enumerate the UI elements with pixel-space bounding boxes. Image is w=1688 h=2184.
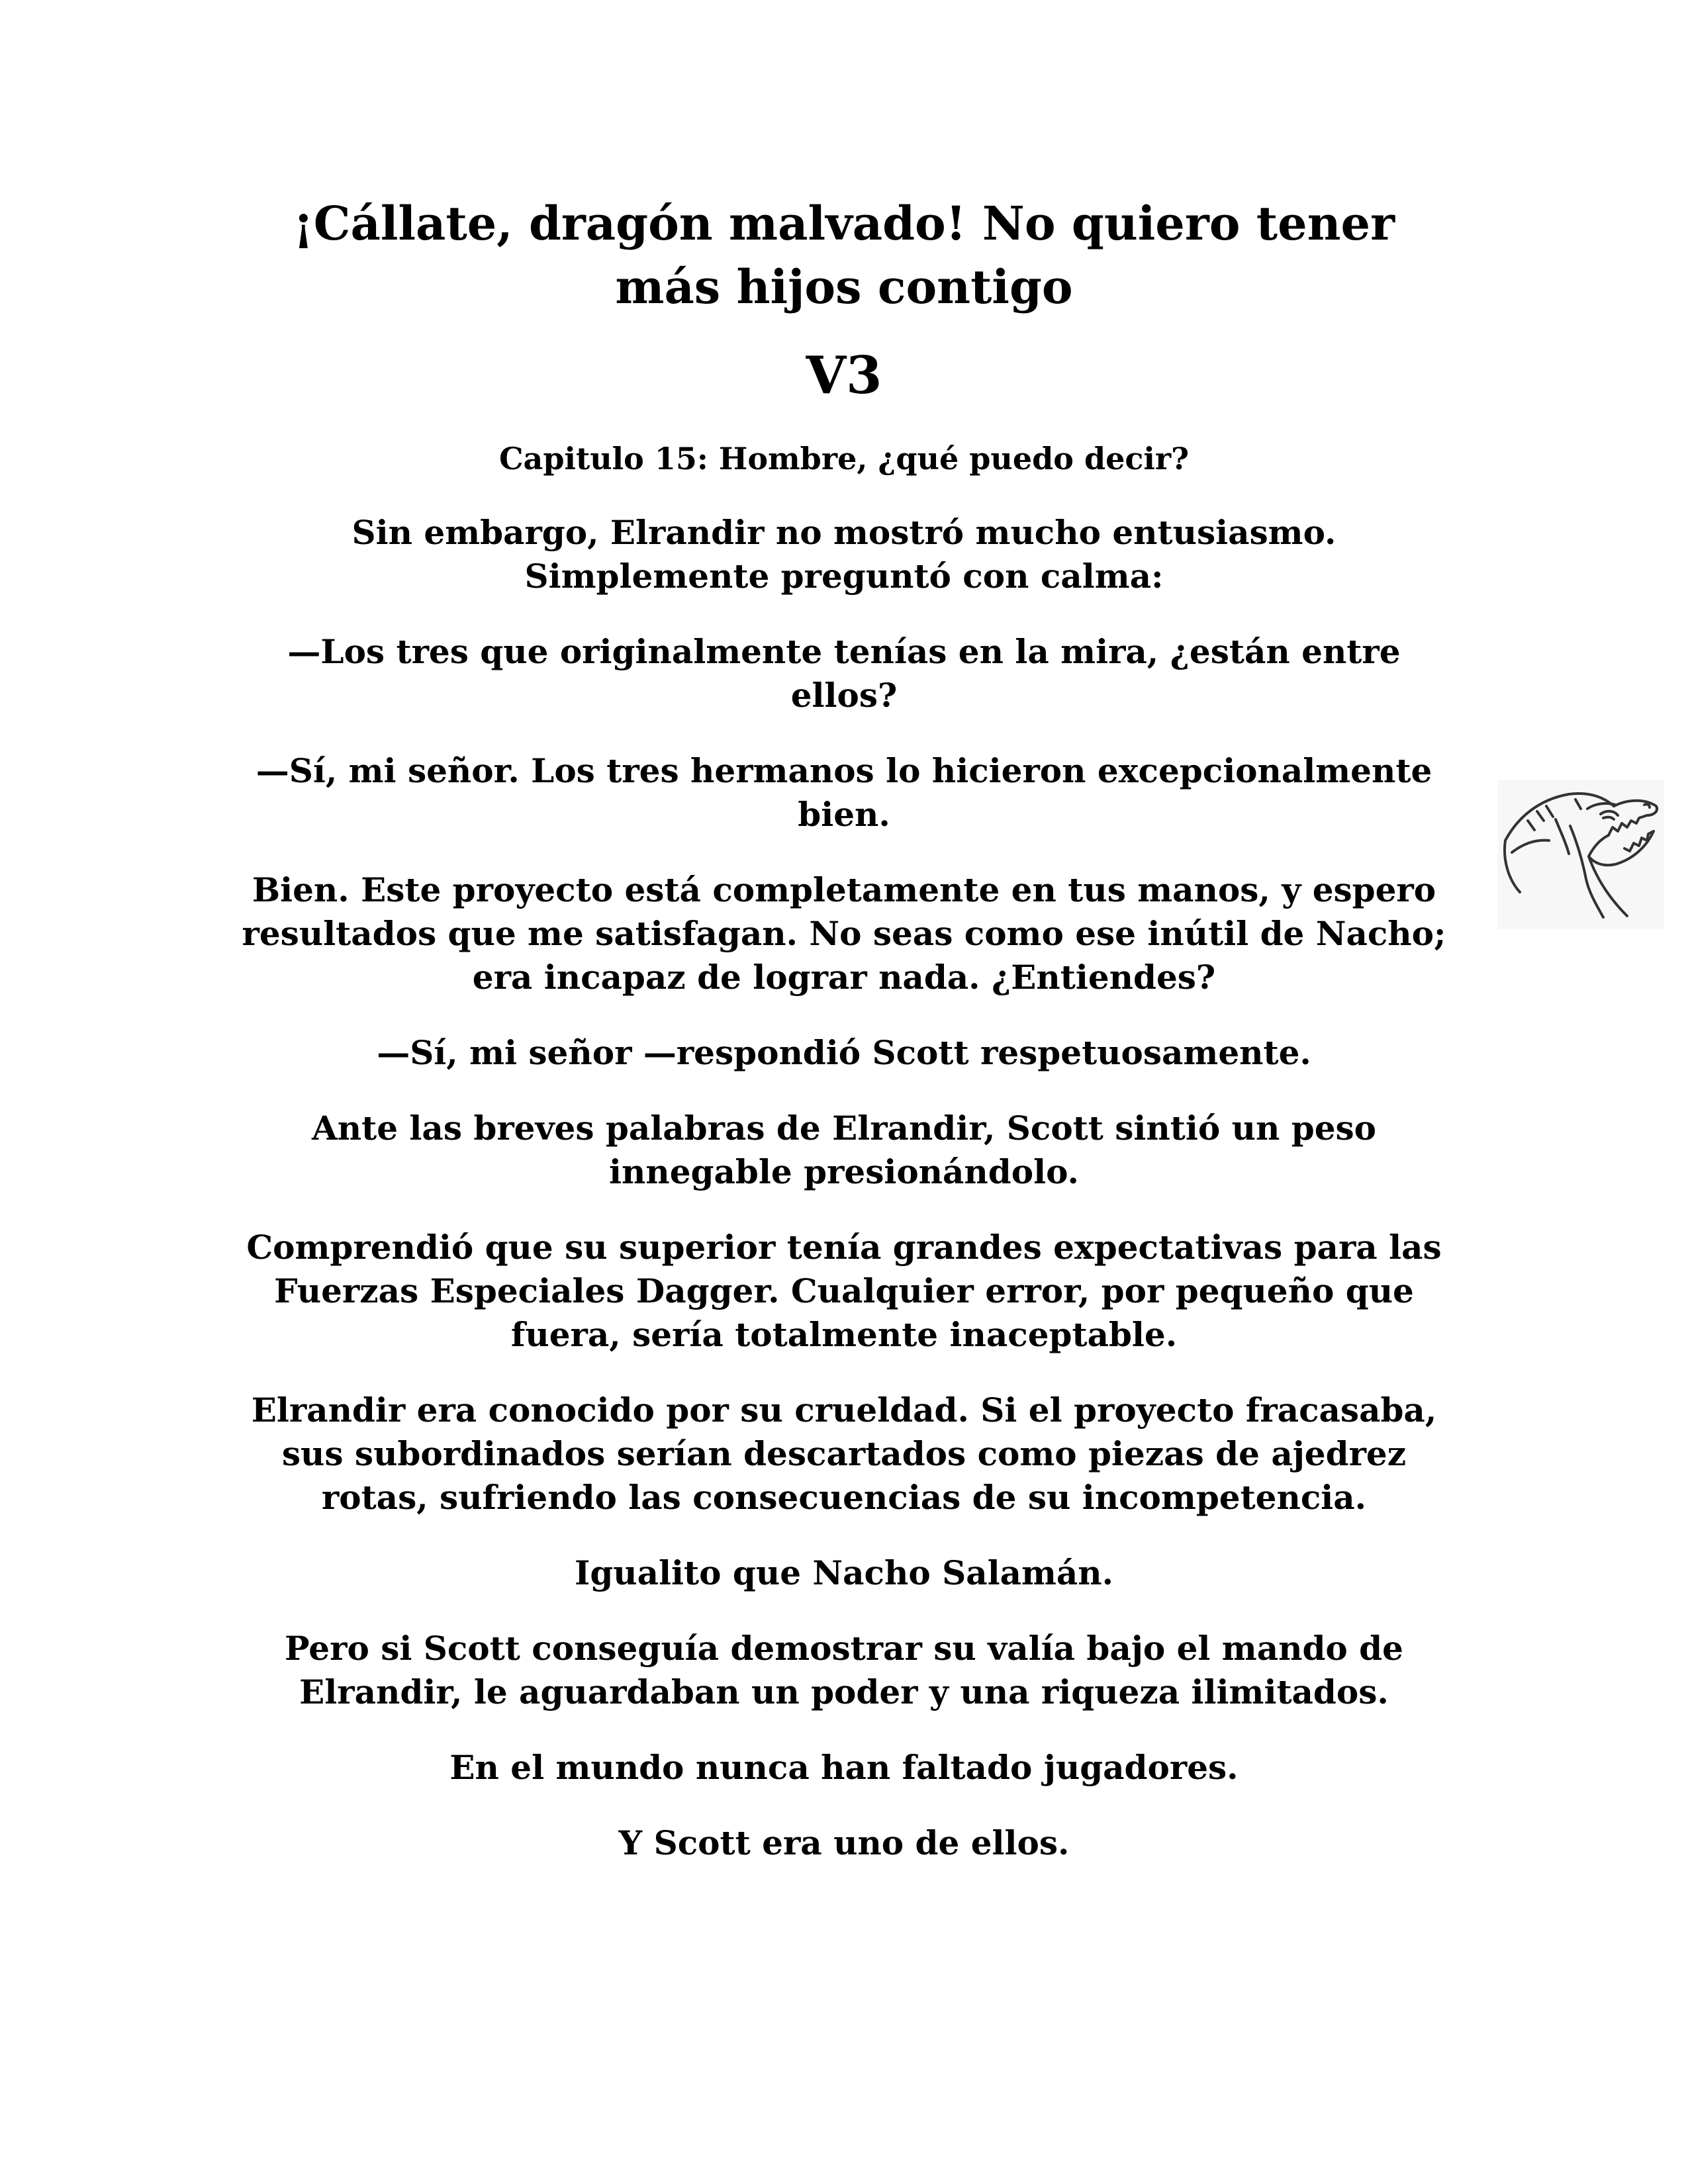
- book-title-line-1: ¡Cállate, dragón malvado! No quiero tener: [293, 196, 1395, 251]
- paragraph: Comprendió que su superior tenía grandes expectativas para las Fuerzas Especiales Dagger. Cualquier error, por pequeño que fuera, sería totalmente inaceptable.: [246, 1228, 1442, 1354]
- dragon-head-icon: [1497, 780, 1664, 929]
- document-page: [238, 192, 1450, 1897]
- paragraph: Elrandir era conocido por su crueldad. Si el proyecto fracasaba, sus subordinados serían descartados como piezas de ajedrez rotas, sufriendo las consecuencias de su incompetencia.: [251, 1390, 1437, 1517]
- paragraph: —Sí, mi señor —respondió Scott respetuosamente.: [377, 1033, 1311, 1072]
- paragraph: —Sí, mi señor. Los tres hermanos lo hicieron excepcionalmente bien.: [256, 751, 1432, 834]
- paragraph: En el mundo nunca han faltado jugadores.: [449, 1748, 1239, 1787]
- chapter-heading: Capitulo 15: Hombre, ¿qué puedo decir?: [498, 441, 1190, 477]
- paragraph: Bien. Este proyecto está completamente en tus manos, y espero resultados que me satisfagan. No seas como ese inútil de Nacho; era incapaz de lograr nada. ¿Entiendes?: [242, 870, 1446, 997]
- paragraph: Ante las breves palabras de Elrandir, Scott sintió un peso innegable presionándolo.: [311, 1109, 1377, 1191]
- book-title-line-2: más hijos contigo: [615, 259, 1073, 314]
- volume-label: V3: [806, 345, 882, 406]
- paragraph: Sin embargo, Elrandir no mostró mucho entusiasmo. Simplemente preguntó con calma:: [352, 513, 1336, 596]
- paragraph: Pero si Scott conseguía demostrar su valía bajo el mando de Elrandir, le aguardaban un poder y una riqueza ilimitados.: [285, 1629, 1403, 1711]
- paragraph: —Los tres que originalmente tenías en la mira, ¿están entre ellos?: [287, 632, 1401, 715]
- paragraph: Igualito que Nacho Salamán.: [574, 1553, 1114, 1592]
- book-title: [238, 192, 1450, 319]
- paragraph: Y Scott era uno de ellos.: [618, 1823, 1070, 1862]
